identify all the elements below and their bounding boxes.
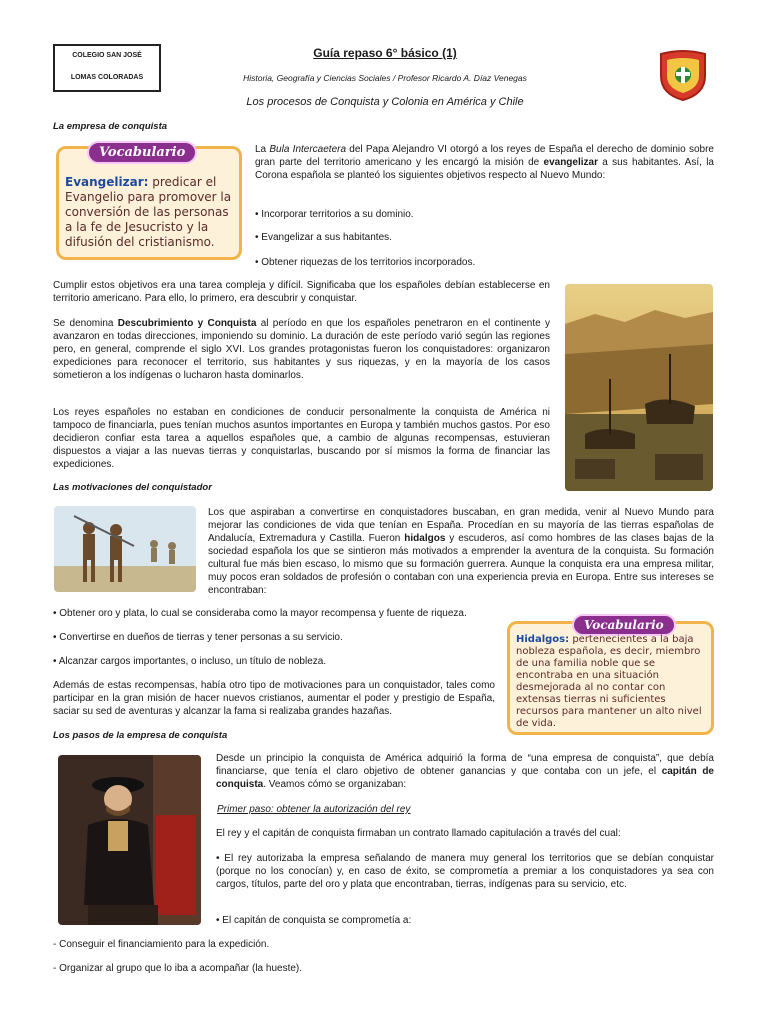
hidalgos-term: hidalgos xyxy=(404,533,446,544)
vocabulary-term: Hidalgos: xyxy=(516,634,570,645)
page-subtitle: Historia, Geografía y Ciencias Sociales / Profesor Ricardo A. Díaz Venegas xyxy=(243,73,527,83)
capitan-term: capitán de conquista xyxy=(216,766,714,790)
intro-paragraph xyxy=(255,143,714,182)
vocabulary-term: Evangelizar: xyxy=(65,175,149,189)
empresa-text-2: . Veamos cómo se organizaban: xyxy=(263,779,407,790)
paragraph-cumplir: Cumplir estos objetivos era una tarea compleja y difícil. Significaba que los españoles debían establecerse en territorio americano. Para ello, lo primero, era descubrir y conquistar. xyxy=(53,280,550,304)
paragraph-empresa xyxy=(216,752,714,791)
descubrimiento-term: Descubrimiento y Conquista xyxy=(117,318,257,329)
aspiraban-text-2: y escuderos, así como hombres de las clases bajas de la sociedad española los que se sintieron más motivados a emprender la aventura de la conquista. Su formación cultural fue más bien escaso, lo mismo que su formación guerrera. Aunque la conquista era una empresa militar, muy pocos eran soldados de profesión o contaban con una experiencia previa en Europa. Entre sus intereses se encontraban: xyxy=(208,533,714,596)
objective-bullet-3: • Obtener riquezas de los territorios incorporados. xyxy=(255,257,476,268)
vocabulary-tag: Vocabulario xyxy=(572,614,676,636)
empresa-text-1: Desde un principio la conquista de América adquirió la forma de “una empresa de conquista”, que debía financiarse, que tenía el claro objetivo de obtener ganancias y que contaba con un jefe, el xyxy=(216,753,714,777)
section-heading-motivaciones: Las motivaciones del conquistador xyxy=(53,482,212,493)
aspiraban-text-1: Los que aspiraban a convertirse en conquistadores buscaban, en gran medida, venir al Nuevo Mundo para mejorar las condiciones de vida que tenían en España. Procedían en su mayoría de las tierras españolas de Andalucía, Extremadura y Castilla. Fueron xyxy=(208,507,714,544)
objective-bullet-2: • Evangelizar a sus habitantes. xyxy=(255,232,392,243)
interest-bullet-3: • Alcanzar cargos importantes, o incluso, un título de nobleza. xyxy=(53,656,327,667)
objective-bullet-1: • Incorporar territorios a su dominio. xyxy=(255,209,414,220)
vocabulary-definition xyxy=(65,175,237,250)
paragraph-aspiraban xyxy=(208,506,714,597)
vocabulary-box-hidalgos xyxy=(507,618,714,735)
paragraph-descubrimiento xyxy=(53,317,550,382)
school-box xyxy=(53,44,161,92)
intro-text-1: La xyxy=(255,144,270,155)
paragraph-capitan-compromiso: • El capitán de conquista se comprometía a: xyxy=(216,915,412,926)
bula-name: Bula Intercaetera xyxy=(269,144,347,155)
vocabulary-box-evangelizar xyxy=(56,146,242,260)
conquistadors-image xyxy=(54,506,196,592)
paragraph-rey-autorizaba: • El rey autorizaba la empresa señalando de manera muy general los territorios que se debían conquistar (porque no los conocían) y, en caso de éxito, se comprometía a premiar a los conquistadores ya sea con cargos, títulos, parte del oro y plata que encontraban, tierras, indígenas para su servicio, etc. xyxy=(216,853,714,890)
school-name-line1: COLEGIO SAN JOSÉ xyxy=(72,52,142,59)
vocabulary-def-text: pertenecientes a la baja nobleza española, es decir, miembro de una familia noble que se encontraba en una situación desmejorada al no contar con extensas tierras ni suficientes recursos para mantener un alto nivel de vida. xyxy=(516,634,702,729)
intro-text-2: del Papa Alejandro VI otorgó a los reyes de España el derecho de dominio sobre gran parte del territorio americano y les encargó la misión de xyxy=(255,144,714,168)
section-heading-empresa: La empresa de conquista xyxy=(53,121,168,132)
harbour-painting-image xyxy=(565,284,713,491)
interest-bullet-2: • Convertirse en dueños de tierras y tener personas a su servicio. xyxy=(53,632,343,643)
paragraph-capitulacion: El rey y el capitán de conquista firmaban un contrato llamado capitulación a través del cual: xyxy=(216,828,621,839)
step1-heading: Primer paso: obtener la autorización del rey xyxy=(217,804,411,815)
interest-bullet-1: • Obtener oro y plata, lo cual se consideraba como la mayor recompensa y fuente de riqueza. xyxy=(53,608,467,619)
descubrimiento-text-1: Se denomina xyxy=(53,318,118,329)
commitment-item-1: - Conseguir el financiamiento para la expedición. xyxy=(53,939,270,950)
king-portrait-image xyxy=(58,755,201,925)
paragraph-reyes: Los reyes españoles no estaban en condiciones de conducir personalmente la conquista de América ni tampoco de financiarla, pues tenían muchos asuntos importantes en Europa y también muchos gastos. Por eso decidieron confiar esta tarea a aquellos españoles que, a cambio de algunas recompensas, estuvieran dispuestos a viajar a las nuevas tierras y conquistarlas, buscando por sí mismos la forma de financiar las expediciones. xyxy=(53,407,550,470)
page-title: Guía repaso 6° básico (1) xyxy=(313,46,457,60)
school-name-line2: LOMAS COLORADAS xyxy=(70,74,144,81)
descubrimiento-text-2: al período en que los españoles penetraron en el continente y avanzaron en todas direcciones, imponiendo su dominio. La duración de este período varió según las regiones pero, en general, comprende el siglo XVI. Los grandes protagonistas fueron los conquistadores: organizaron expediciones para reconocer el territorio, sus habitantes y sus riquezas, y en la mayoría de los casos sometieron a los indígenas o lucharon hasta dominarlos. xyxy=(53,318,550,381)
commitment-item-2: - Organizar al grupo que lo iba a acompañar (la hueste). xyxy=(53,963,303,974)
page-topic: Los procesos de Conquista y Colonia en América y Chile xyxy=(246,96,524,108)
vocabulary-def-text: predicar el Evangelio para promover la conversión de las personas a la fe de Jesucristo y la difusión del cristianismo. xyxy=(65,175,232,249)
section-heading-pasos: Los pasos de la empresa de conquista xyxy=(53,730,228,741)
vocabulary-tag: Vocabulario xyxy=(87,141,197,164)
school-crest-icon xyxy=(655,48,711,102)
vocabulary-definition xyxy=(516,634,711,730)
intro-text-3: a sus habitantes. Así, la Corona española se planteó los siguientes objetivos respecto al Nuevo Mundo: xyxy=(255,157,714,181)
evangelizar-term: evangelizar xyxy=(543,157,598,168)
paragraph-ademas: Además de estas recompensas, había otro tipo de motivaciones para un conquistador, tales como participar en la gran misión de hacer nuevos cristianos, aumentar el poder y prestigio de España, saciar su sed de aventuras y alcanzar la fama si realizaba grandes hazañas. xyxy=(53,680,495,717)
